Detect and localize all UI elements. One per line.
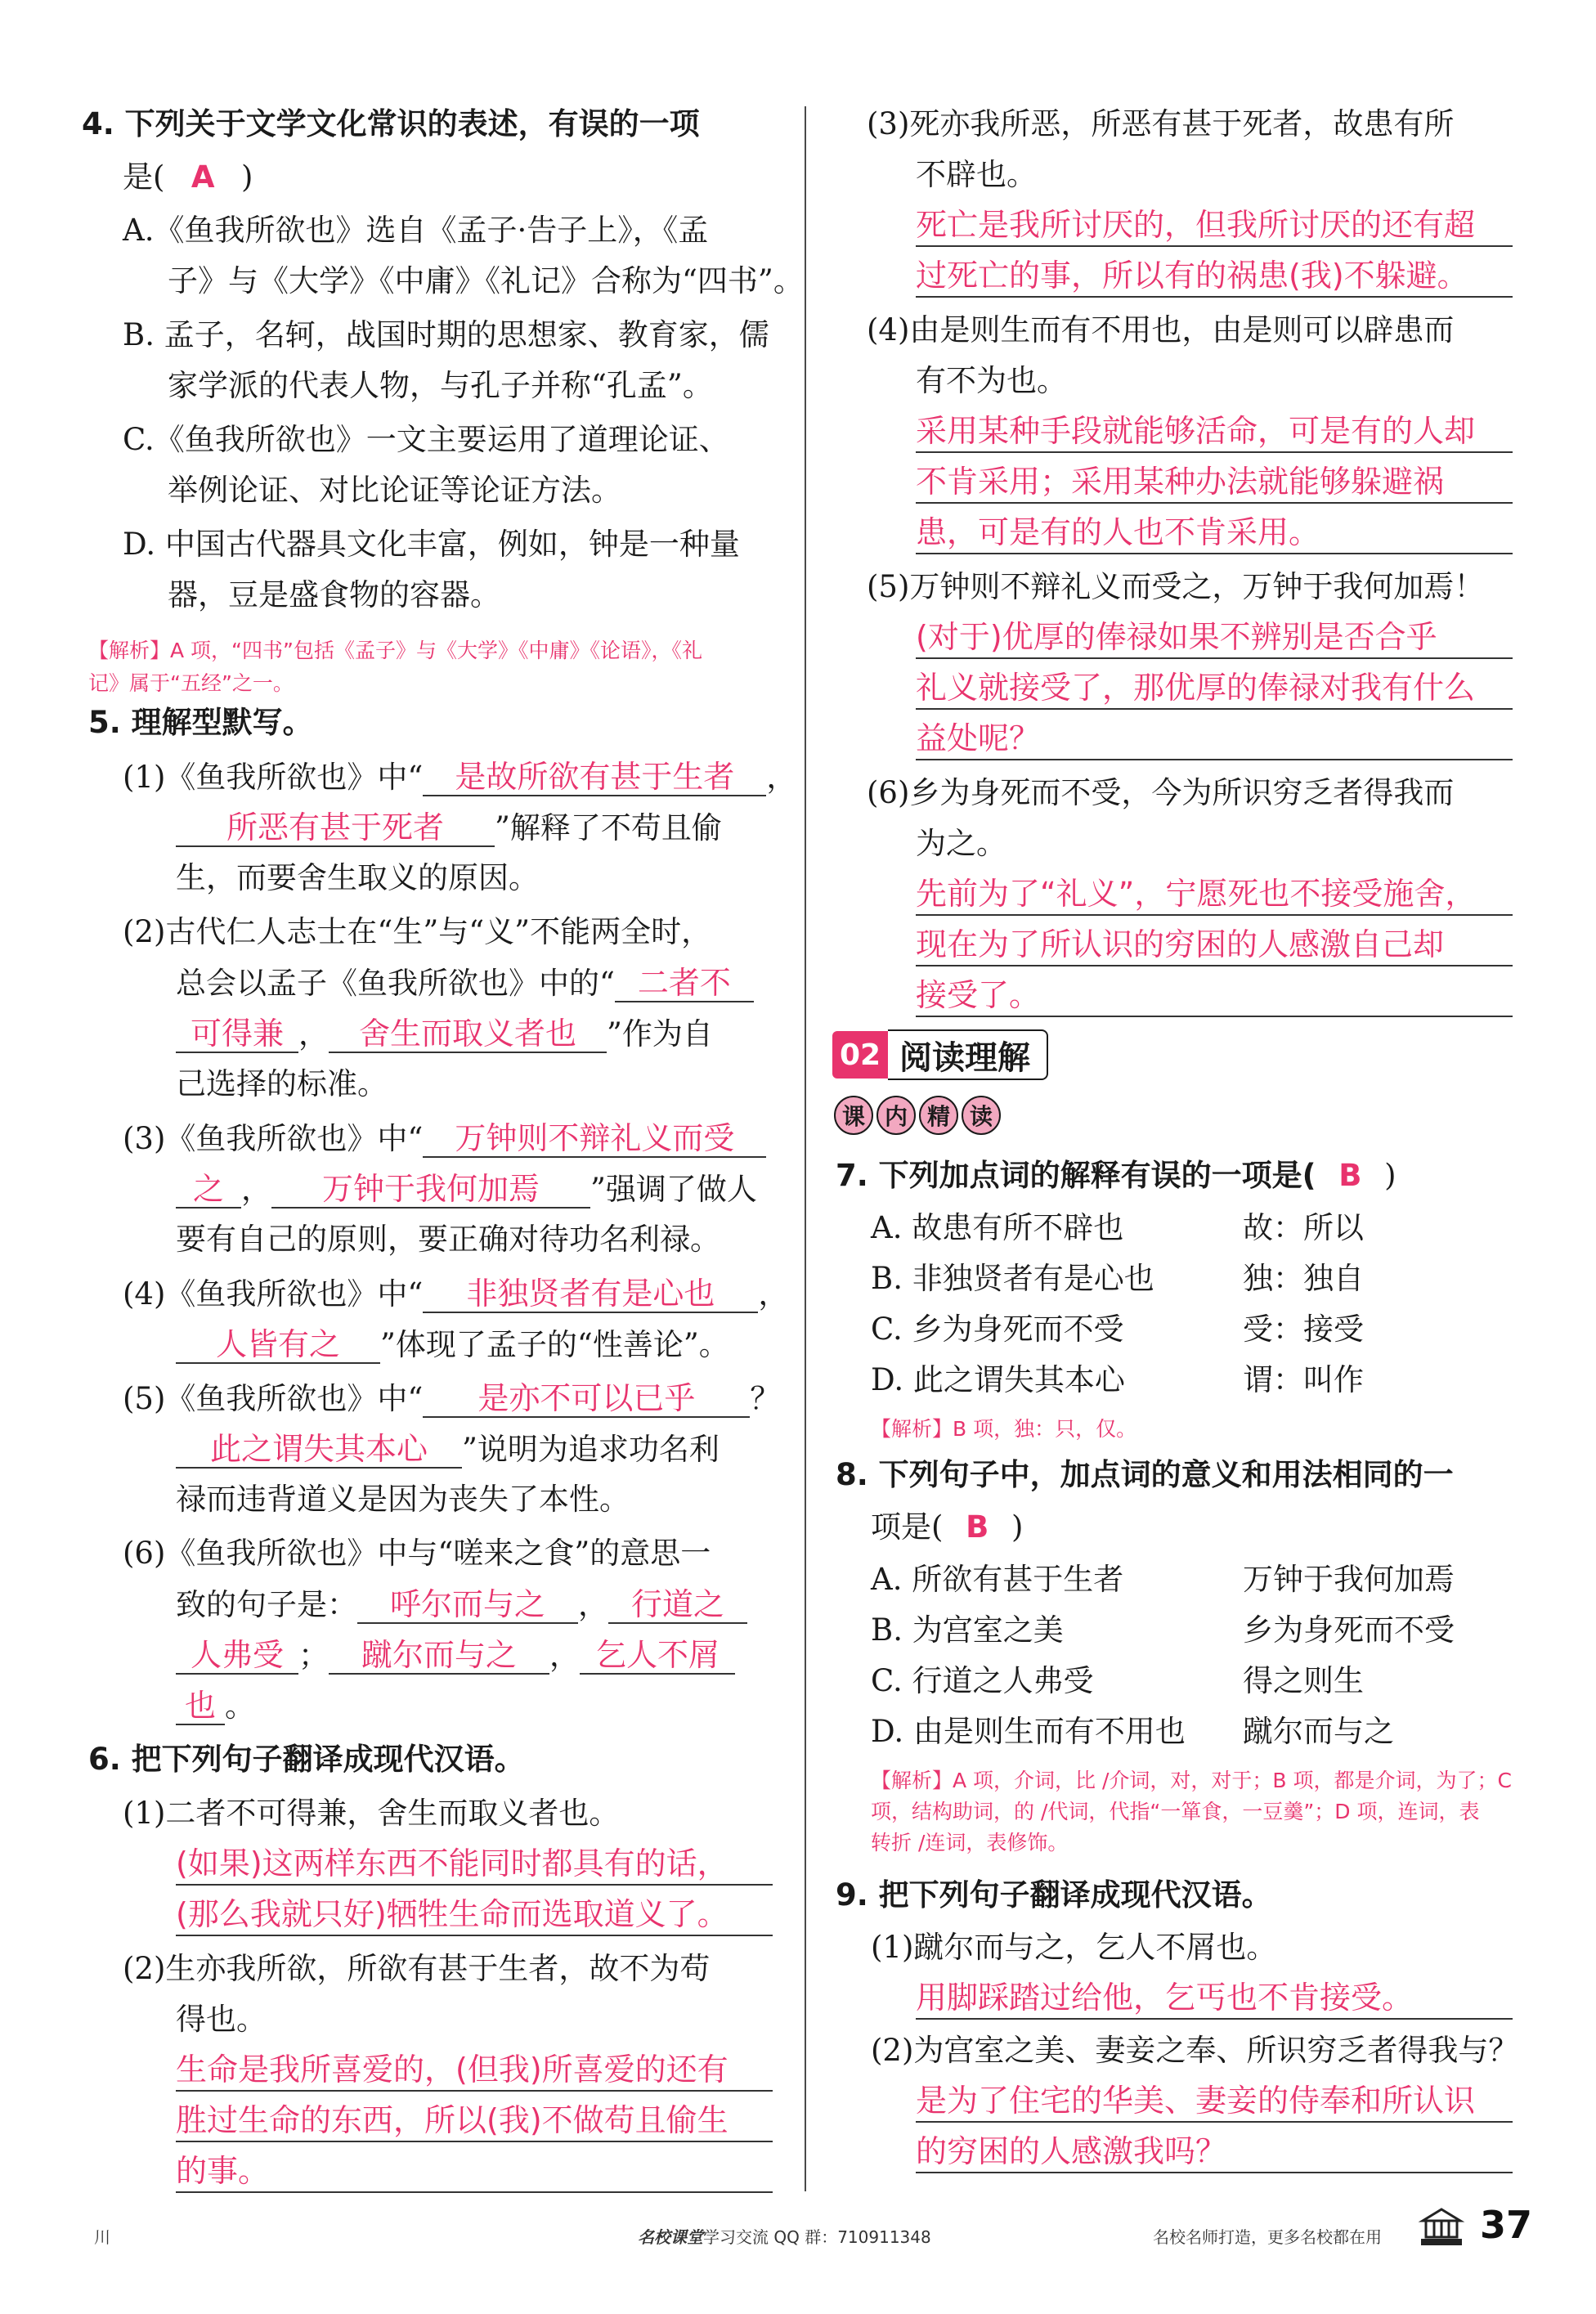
q5-s3-prefix: (3)《鱼我所欲也》中“	[123, 1121, 424, 1156]
q6-a5-line2: 礼义就接受了，那优厚的俸禄对我有什么	[916, 667, 1513, 710]
q8-stem-end: )	[1011, 1509, 1024, 1545]
q5-s5-line3: 禄而违背道义是因为丧失了本性。	[176, 1482, 630, 1517]
q4-option-b-line1: B. 孟子，名轲，战国时期的思想家、教育家，儒	[123, 317, 769, 352]
footer-slogan: 名校名师打造，更多名校都在用	[1153, 2227, 1382, 2247]
q4-stem-cont: 是(	[123, 159, 165, 195]
q6-s2-line1: (2)生亦我所欲，所欲有甚于生者，故不为苟	[123, 1951, 711, 1986]
q8-option-d-right: 蹴尔而与之	[1243, 1714, 1394, 1749]
q6-a4-line1: 采用某种手段就能够活命，可是有的人却	[916, 410, 1513, 453]
badge-char: 内	[876, 1096, 916, 1135]
q6-a2-line3: 的事。	[176, 2150, 773, 2193]
q5-s2-prefix: 总会以孟子《鱼我所欲也》中的“	[176, 966, 615, 1001]
q7-stem-end: )	[1384, 1158, 1396, 1193]
section-subtitle-badges	[834, 1096, 1004, 1135]
q5-s2-line3: 可得兼 ， 舍生而取义者也 ”作为自	[176, 1016, 713, 1053]
column-divider	[805, 106, 806, 2191]
q8-analysis-line3: 转折 /连词，表修饰。	[871, 1831, 1069, 1854]
q8-stem-line1: 8. 下列句子中，加点词的意义和用法相同的一	[836, 1457, 1454, 1492]
q5-s4-line1: (4)《鱼我所欲也》中“ 非独贤者有是心也 ，	[123, 1276, 789, 1312]
q8-option-c-right: 得之则生	[1243, 1663, 1364, 1698]
q6-stem: 6. 把下列句子翻译成现代汉语。	[88, 1742, 525, 1777]
q6-s4-line2: 有不为也。	[916, 363, 1067, 398]
q5-s4-prefix: (4)《鱼我所欲也》中“	[123, 1276, 424, 1312]
q7-option-b-meaning: 独：独自	[1243, 1261, 1364, 1296]
q6-a2-line1: 生命是我所喜爱的，(但我)所喜爱的还有	[176, 2049, 773, 2092]
q5-s3-answer1a: 万钟则不辩礼义而受	[423, 1120, 766, 1158]
q6-a3-line2: 过死亡的事，所以有的祸患(我)不躲避。	[916, 255, 1513, 298]
q9-stem: 9. 把下列句子翻译成现代汉语。	[836, 1877, 1272, 1913]
q5-s6-answer4a: 乞人不屑	[580, 1637, 735, 1675]
q6-a4-line2: 不肯采用；采用某种办法就能够躲避祸	[916, 461, 1513, 504]
q8-option-b-right: 乡为身死而不受	[1243, 1612, 1455, 1648]
q7-option-c: C. 乡为身死而不受	[871, 1312, 1124, 1347]
q5-s3-suffix: ”强调了做人	[590, 1172, 757, 1207]
q7-option-c-meaning: 受：接受	[1243, 1312, 1364, 1347]
q8-option-a-left: A. 所欲有甚于生者	[871, 1562, 1124, 1597]
q5-s6-answer1: 呼尔而与之	[357, 1586, 578, 1624]
q5-s2-answer1a: 二者不	[615, 965, 754, 1002]
q5-s6-line2: 致的句子是： 呼尔而与之 ， 行道之	[176, 1586, 747, 1624]
q4-stem-line1	[82, 106, 700, 142]
q5-s1-answer2: 所恶有甚于死者	[176, 809, 495, 847]
q6-a6-line2: 现在为了所认识的穷困的人感激自己却	[916, 924, 1513, 966]
q5-s5-prefix: (5)《鱼我所欲也》中“	[123, 1381, 424, 1416]
q8-option-b-left: B. 为宫室之美	[871, 1612, 1064, 1648]
q5-s6-answer3: 蹴尔而与之	[329, 1637, 549, 1675]
q5-s5-answer1: 是亦不可以已乎	[423, 1380, 750, 1418]
q7-stem-line	[836, 1158, 1396, 1194]
q5-s6-answer2b: 人弗受	[176, 1637, 298, 1675]
footer-qq: 学习交流 QQ 群：710911348	[703, 2227, 931, 2247]
q9-a2-line2: 的穷困的人感激我吗？	[916, 2131, 1513, 2173]
q6-s6-line1: (6)乡为身死而不受，今为所识穷乏者得我而	[867, 775, 1455, 810]
q7-analysis: 【解析】B 项，独：只，仅。	[871, 1417, 1137, 1441]
q8-stem-cont: 项是(	[871, 1509, 944, 1545]
q5-s6-line4: 也 。	[176, 1688, 255, 1725]
q7-option-a: A. 故患有所不辟也	[871, 1210, 1124, 1245]
q4-option-c-line2: 举例论证、对比论证等论证方法。	[168, 473, 621, 508]
footer-brand: 名校课堂	[638, 2227, 703, 2247]
section-title: 阅读理解	[888, 1029, 1048, 1080]
q6-a6-line3: 接受了。	[916, 975, 1513, 1017]
q9-a1: 用脚踩踏过给他，乞丐也不肯接受。	[916, 1977, 1513, 2020]
q5-s6-answer2a: 行道之	[608, 1586, 747, 1624]
q5-s1-answer1: 是故所欲有甚于生者	[423, 759, 766, 796]
q4-option-a-line1: A.《鱼我所欲也》选自《孟子·告子上》，《孟	[123, 213, 709, 248]
q6-a6-line1: 先前为了“礼义”，宁愿死也不接受施舍，	[916, 873, 1513, 916]
q6-a3-line1: 死亡是我所讨厌的，但我所讨厌的还有超	[916, 204, 1513, 247]
q5-s5-suffix: ”说明为追求功名利	[462, 1432, 720, 1467]
q5-s1-line1: (1)《鱼我所欲也》中“ 是故所欲有甚于生者 ，	[123, 759, 797, 795]
badge-char: 读	[962, 1096, 1001, 1135]
q5-s6-answer4b: 也	[176, 1688, 225, 1725]
badge-char: 精	[919, 1096, 958, 1135]
footer-brand-info	[638, 2224, 931, 2248]
q6-a4-line3: 患，可是有的人也不肯采用。	[916, 512, 1513, 554]
q7-option-d-meaning: 谓：叫作	[1243, 1362, 1364, 1397]
q6-s5: (5)万钟则不辩礼义而受之，万钟于我何加焉！	[867, 569, 1485, 604]
q7-option-b: B. 非独贤者有是心也	[871, 1261, 1154, 1296]
q7-option-a-meaning: 故：所以	[1243, 1210, 1364, 1245]
q5-s1-line3: 生，而要舍生取义的原因。	[176, 860, 539, 895]
q5-s3-line2: 之 ， 万钟于我何加焉 ”强调了做人	[176, 1171, 757, 1209]
q4-stem-line2	[123, 159, 253, 195]
q6-a2-line2: 胜过生命的东西，所以(我)不做苟且偷生	[176, 2100, 773, 2142]
q4-option-a-line2: 子》与《大学》《中庸》《礼记》合称为“四书”。	[168, 263, 804, 298]
q5-s3-answer1b: 之	[176, 1171, 241, 1209]
q9-s1: (1)蹴尔而与之，乞人不屑也。	[871, 1930, 1277, 1965]
q5-s6-prefix: 致的句子是：	[176, 1587, 357, 1622]
q9-a2-line1: 是为了住宅的华美、妻妾的侍奉和所认识	[916, 2080, 1513, 2123]
q4-stem-end: )	[240, 159, 253, 195]
badge-char: 课	[834, 1096, 873, 1135]
q6-s3-line2: 不辟也。	[916, 157, 1037, 192]
q5-s4-suffix: ”体现了孟子的“性善论”。	[380, 1327, 729, 1362]
q6-s4-line1: (4)由是则生而有不用也，由是则可以辟患而	[867, 312, 1455, 348]
q5-s6-line1: (6)《鱼我所欲也》中与“嗟来之食”的意思一	[123, 1536, 711, 1571]
q5-s6-line3: 人弗受 ； 蹴尔而与之 ， 乞人不屑	[176, 1637, 735, 1675]
q5-s5-line1: (5)《鱼我所欲也》中“ 是亦不可以已乎 ？	[123, 1380, 781, 1416]
q6-s6-line2: 为之。	[916, 826, 1006, 861]
q5-s2-line4: 己选择的标准。	[176, 1066, 388, 1101]
q6-s3-line1: (3)死亦我所恶，所恶有甚于死者，故患有所	[867, 106, 1455, 141]
q8-analysis-line2: 项，结构助词，的 /代词，代指“一箪食，一豆羹”；D 项，连词，表	[871, 1800, 1480, 1823]
q8-option-a-right: 万钟于我何加焉	[1243, 1562, 1455, 1597]
q5-stem: 5. 理解型默写。	[88, 705, 313, 740]
q8-option-c-left: C. 行道之人弗受	[871, 1663, 1094, 1698]
q5-s2-answer1b: 可得兼	[176, 1016, 298, 1053]
q5-s3-line1	[123, 1120, 766, 1158]
q4-stem: 4. 下列关于文学文化常识的表述，有误的一项	[82, 106, 700, 141]
q5-s2-suffix: ”作为自	[607, 1016, 713, 1052]
q5-s3-line3: 要有自己的原则，要正确对待功名利禄。	[176, 1222, 720, 1257]
q7-stem: 7. 下列加点词的解释有误的一项是(	[836, 1158, 1316, 1193]
footer-region-mark: 川	[94, 2227, 110, 2247]
page-number: 37	[1480, 2203, 1533, 2247]
section-header	[832, 1029, 1048, 1081]
q5-s3-answer2: 万钟于我何加焉	[271, 1171, 590, 1209]
q4-option-d-line1: D. 中国古代器具文化丰富，例如，钟是一种量	[123, 527, 740, 562]
q5-s1-line2	[176, 809, 722, 847]
q4-analysis-line2: 记》属于“五经”之一。	[88, 671, 294, 695]
q5-s5-line2	[176, 1431, 720, 1469]
brand-logo-icon	[1414, 2203, 1468, 2249]
q8-analysis-line1: 【解析】A 项，介词，比 /介词，对，对于；B 项，都是介词，为了；C	[871, 1769, 1512, 1792]
q5-s2-line2	[176, 965, 754, 1002]
q5-s1-prefix: (1)《鱼我所欲也》中“	[123, 760, 424, 795]
q8-option-d-left: D. 由是则生而有不用也	[871, 1714, 1186, 1749]
q6-a1-line1: (如果)这两样东西不能同时都具有的话，	[176, 1843, 773, 1886]
q4-option-b-line2: 家学派的代表人物，与孔子并称“孔孟”。	[168, 368, 713, 403]
q6-a5-line1: (对于)优厚的俸禄如果不辨别是否合乎	[916, 617, 1513, 659]
q8-stem-line2	[871, 1509, 1023, 1545]
q5-s1-suffix: ”解释了不苟且偷	[495, 810, 722, 845]
q7-option-d: D. 此之谓失其本心	[871, 1362, 1125, 1397]
q4-option-c-line1: C.《鱼我所欲也》一文主要运用了道理论证、	[123, 422, 729, 457]
q8-answer: B	[966, 1509, 989, 1545]
q6-a5-line3: 益处呢？	[916, 718, 1513, 760]
q5-s4-answer1: 非独贤者有是心也	[423, 1276, 758, 1313]
q9-s2: (2)为宫室之美、妻妾之奉、所识穷乏者得我与？	[871, 2033, 1519, 2068]
q5-s4-answer2: 人皆有之	[176, 1326, 380, 1364]
q5-s2-line1: (2)古代仁人志士在“生”与“义”不能两全时，	[123, 914, 712, 949]
q4-option-d-line2: 器，豆是盛食物的容器。	[168, 577, 500, 612]
q5-s4-line2	[176, 1326, 729, 1364]
q6-s2-line2: 得也。	[176, 2002, 267, 2037]
q7-answer: B	[1338, 1158, 1362, 1193]
q4-analysis-line1: 【解析】A 项，“四书”包括《孟子》与《大学》《中庸》《论语》，《礼	[88, 639, 702, 662]
q5-s5-answer2: 此之谓失其本心	[176, 1431, 462, 1469]
q5-s2-answer2: 舍生而取义者也	[329, 1016, 607, 1053]
q4-answer: A	[191, 159, 215, 195]
q6-a1-line2: (那么我就只好)牺牲生命而选取道义了。	[176, 1894, 773, 1936]
section-number: 02	[832, 1031, 888, 1079]
q6-s1: (1)二者不可得兼，舍生而取义者也。	[123, 1796, 620, 1831]
